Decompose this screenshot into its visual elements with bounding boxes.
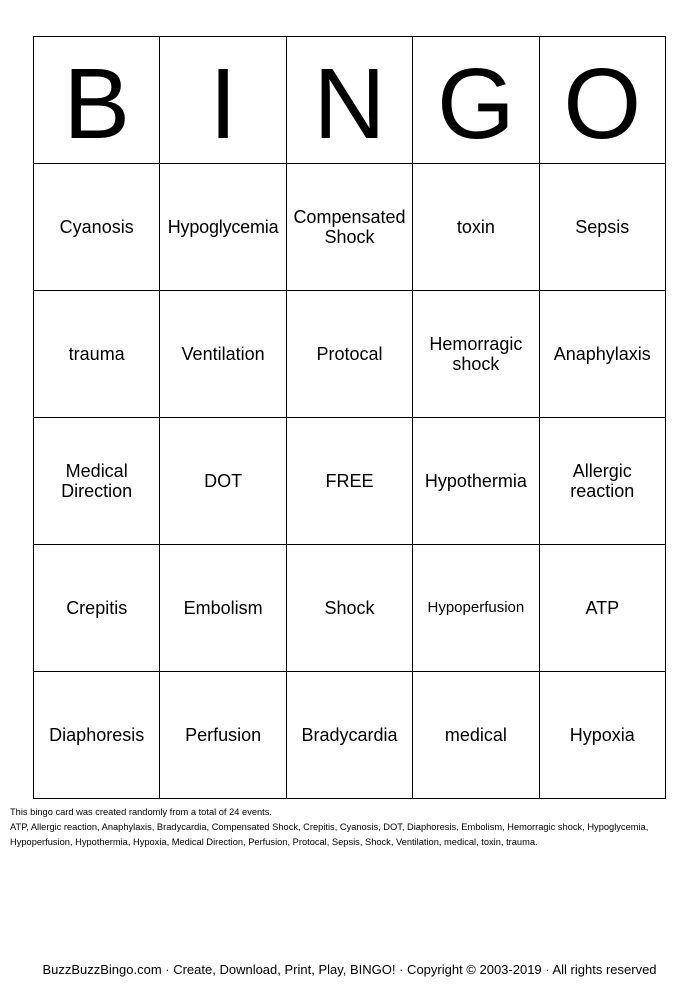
header-letter-g: G (413, 37, 539, 164)
bingo-cell: Hypothermia (413, 418, 539, 545)
bingo-cell: trauma (34, 291, 160, 418)
bingo-cell: Perfusion (160, 672, 286, 799)
bingo-cell: DOT (160, 418, 286, 545)
bingo-cell: Medical Direction (34, 418, 160, 545)
bingo-cell: ATP (539, 545, 665, 672)
bingo-cell: Embolism (160, 545, 286, 672)
free-space-cell: FREE (286, 418, 412, 545)
bingo-cell: toxin (413, 164, 539, 291)
bingo-cell: Hemorragic shock (413, 291, 539, 418)
bingo-cell: Cyanosis (34, 164, 160, 291)
header-letter-o: O (539, 37, 665, 164)
bingo-cell: Protocal (286, 291, 412, 418)
header-letter-b: B (34, 37, 160, 164)
bingo-cell: Ventilation (160, 291, 286, 418)
header-row (34, 37, 666, 164)
bingo-cell: Hypoperfusion (413, 545, 539, 672)
card-note-summary: This bingo card was created randomly from a total of 24 events. (10, 807, 272, 817)
card-note (10, 805, 690, 850)
bingo-cell: Sepsis (539, 164, 665, 291)
bingo-cell: Bradycardia (286, 672, 412, 799)
card-note-event-list: ATP, Allergic reaction, Anaphylaxis, Bradycardia, Compensated Shock, Crepitis, Cyanosis, DOT, Diaphoresis, Embolism, Hemorragic shock, Hypoglycemia, Hypoperfusion, Hypothermia, Hypoxia, Medical Direction, Perfusion, Protocal, Sepsis, Shock, Ventilation, medical, toxin, trauma. (10, 822, 649, 847)
bingo-cell: Shock (286, 545, 412, 672)
grid-row-3 (34, 418, 666, 545)
footer-copyright: BuzzBuzzBingo.com · Create, Download, Print, Play, BINGO! · Copyright © 2003-2019 · All rights reserved (42, 962, 657, 977)
bingo-cell: Hypoglycemia (160, 164, 286, 291)
bingo-cell: Hypoxia (539, 672, 665, 799)
header-letter-n: N (286, 37, 412, 164)
grid-row-4 (34, 545, 666, 672)
grid-row-5 (34, 672, 666, 799)
bingo-cell: Diaphoresis (34, 672, 160, 799)
bingo-cell: Compensated Shock (286, 164, 412, 291)
bingo-card (33, 36, 666, 799)
grid-row-1 (34, 164, 666, 291)
grid-row-2 (34, 291, 666, 418)
bingo-cell: medical (413, 672, 539, 799)
bingo-cell: Anaphylaxis (539, 291, 665, 418)
bingo-cell: Allergic reaction (539, 418, 665, 545)
header-letter-i: I (160, 37, 286, 164)
bingo-cell: Crepitis (34, 545, 160, 672)
